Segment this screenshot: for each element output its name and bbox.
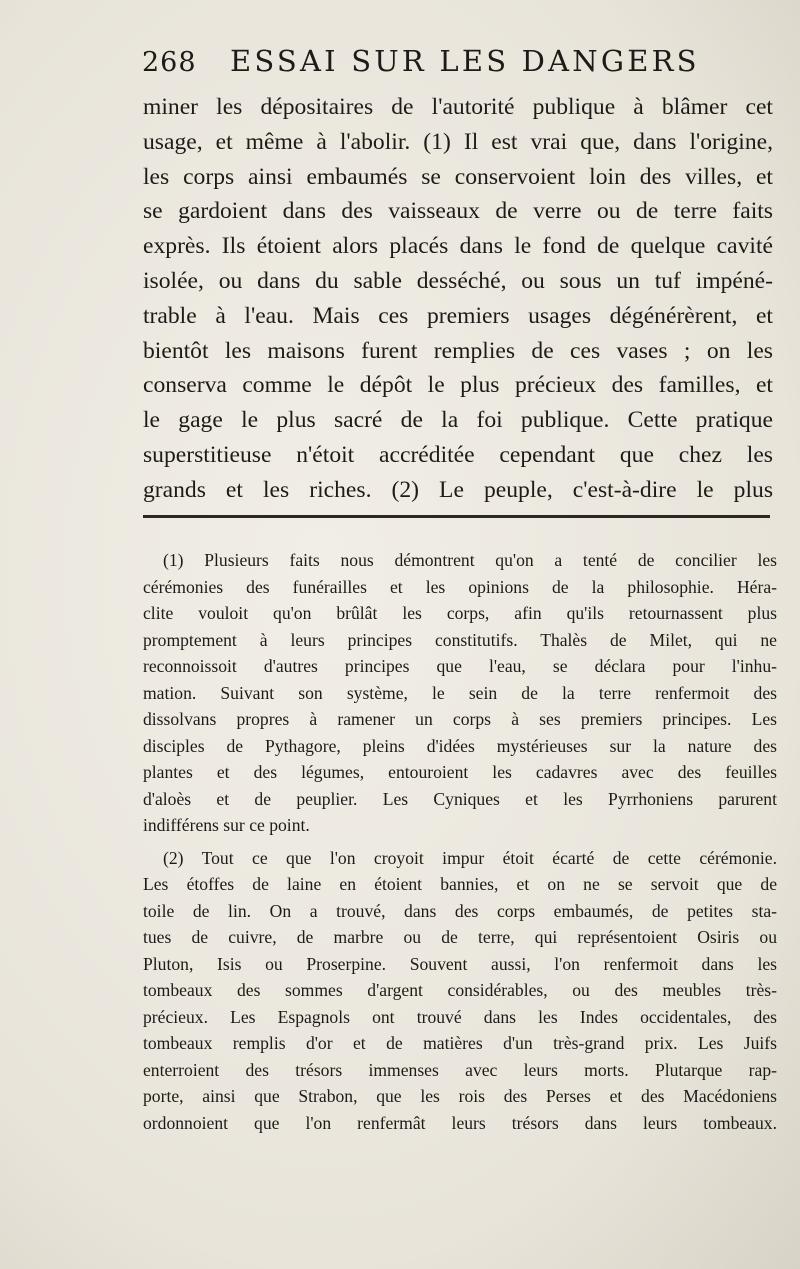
footnote-line: (1) Plusieurs faits nous démontrent qu'on a tenté de concilier les [163, 550, 777, 570]
text-line: bientôt les maisons furent remplies de ces vases ; on les [143, 337, 773, 364]
footnote-line: Pluton, Isis ou Proserpine. Souvent aussi, l'on renfermoit dans les [143, 953, 777, 974]
footnote-line: ordonnoient que l'on renfermât leurs trésors dans leurs tombeaux. [143, 1112, 777, 1133]
text-line: exprès. Ils étoient alors placés dans le fond de quelque cavité [143, 233, 773, 260]
footnote-line: porte, ainsi que Strabon, que les rois des Perses et des Macédoniens [143, 1086, 777, 1106]
footnote-line: toile de lin. On a trouvé, dans des corps embaumés, de petites sta- [143, 900, 777, 921]
footnote-line: d'aloès et de peuplier. Les Cyniques et les Pyrrhoniens parurent [143, 788, 777, 809]
footnote-2 [143, 845, 777, 1137]
footnote-line: tues de cuivre, de marbre ou de terre, qui représentoient Osiris ou [143, 927, 777, 947]
footnote-line: promptement à leurs principes constitutifs. Thalès de Milet, qui ne [143, 629, 777, 650]
text-line: le gage le plus sacré de la foi publique. Cette pratique [143, 407, 773, 434]
text-line: trable à l'eau. Mais ces premiers usages dégénérèrent, et [143, 302, 773, 329]
footnote-line: tombeaux remplis d'or et de matières d'un très-grand prix. Les Juifs [143, 1033, 777, 1053]
footnote-line: indifférens sur ce point. [143, 815, 310, 835]
text-line: conserva comme le dépôt le plus précieux des familles, et [143, 372, 773, 399]
footnote-line: tombeaux des sommes d'argent considérables, ou des meubles très- [143, 980, 777, 1000]
footnote-line: disciples de Pythagore, pleins d'idées mystérieuses sur la nature des [143, 735, 777, 756]
footnote-line: clite vouloit qu'on brûlât les corps, afin qu'ils retournassent plus [143, 603, 777, 623]
text-line: isolée, ou dans du sable desséché, ou sous un tuf impéné- [143, 267, 773, 294]
footnote-line: mation. Suivant son système, le sein de la terre renfermoit des [143, 682, 777, 703]
footnote-line: dissolvans propres à ramener un corps à ses premiers principes. Les [143, 709, 777, 729]
footnote-line: reconnoissoit d'autres principes que l'eau, se déclara pour l'inhu- [143, 656, 777, 676]
footnote-line: plantes et des légumes, entouroient les cadavres avec des feuilles [143, 762, 777, 782]
footnote-line: enterroient des trésors immenses avec leurs morts. Plutarque rap- [143, 1059, 777, 1080]
text-line: superstitieuse n'étoit accréditée cependant que chez les [143, 441, 773, 468]
footnote-1 [143, 547, 777, 839]
footnote-line: précieux. Les Espagnols ont trouvé dans les Indes occidentales, des [143, 1006, 777, 1027]
footnote-line: Les étoffes de laine en étoient bannies, et on ne se servoit que de [143, 874, 777, 894]
main-text-block [143, 90, 773, 508]
footnote-line: cérémonies des funérailles et les opinions de la philosophie. Héra- [143, 576, 777, 597]
footnote-line: (2) Tout ce que l'on croyoit impur étoit écarté de cette cérémonie. [163, 847, 777, 868]
running-header [142, 44, 702, 92]
text-line: les corps ainsi embaumés se conservoient loin des villes, et [143, 163, 773, 190]
text-line: miner les dépositaires de l'autorité publique à blâmer cet [143, 94, 773, 120]
text-line: usage, et même à l'abolir. (1) Il est vrai que, dans l'origine, [143, 128, 773, 155]
text-line: grands et les riches. (2) Le peuple, c'est-à-dire le plus [143, 476, 773, 503]
footnote-separator-rule [143, 515, 770, 518]
text-line: se gardoient dans des vaisseaux de verre ou de terre faits [143, 198, 773, 225]
footnotes-block [143, 547, 777, 1136]
page-number: 268 [142, 47, 197, 78]
running-title: ESSAI SUR LES DANGERS [230, 44, 700, 78]
